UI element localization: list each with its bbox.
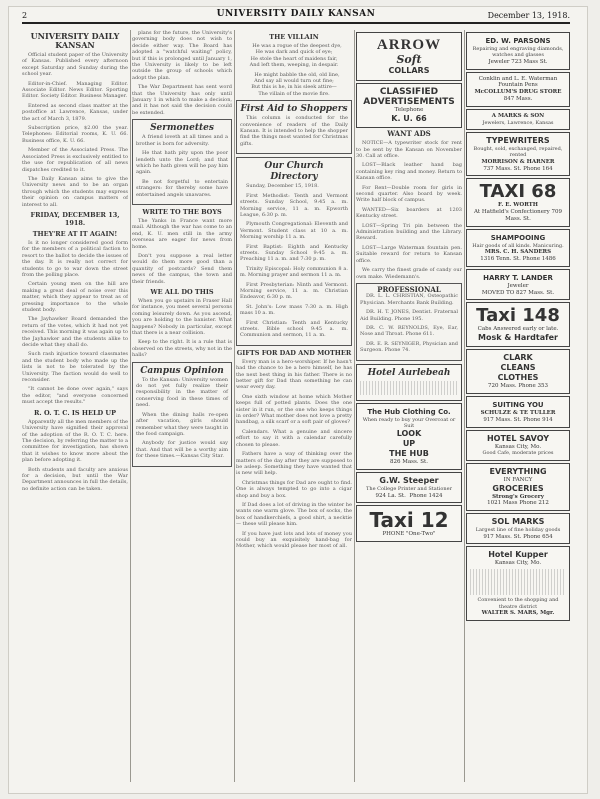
hub-the-hub: THE HUB: [389, 449, 429, 459]
headline-gifts-dad-mother: GIFTS FOR DAD AND MOTHER: [236, 348, 352, 357]
lander-ad: [466, 269, 570, 301]
arrow-collars: COLLARS: [388, 66, 430, 75]
telephone-label: Telephone: [394, 107, 424, 113]
suiting-heading: SUITING YOU: [492, 400, 544, 409]
kupper-ad: Hotel Kupper Kansas City, Mo. Convenient to the shopping and theatre district WALTER S. MARS, Mgr.: [466, 546, 570, 620]
steeper-phone: Phone 1424: [409, 492, 443, 499]
savoy-ad: HOTEL SAVOY Kansas City, Mo. Good Cafe, moderate prices: [466, 430, 570, 461]
lander-name: HARRY T. LANDER: [483, 273, 553, 282]
campus-opinion-heading: Campus Opinion: [140, 365, 224, 376]
poem-the-villain: THE VILLAIN He was a rogue of the deepest dye, He was dark and quick of eye; He stole the heart of maidens fair, And left them, weeping, in despair. He might babble the old, old line, And say all would turn out fine; But this is he, in his sleek attire— The villain of the movie fire.: [236, 33, 352, 97]
headline-rotc-held-up: R. O. T. C. IS HELD UP: [34, 408, 116, 417]
campus-opinion-box: Campus Opinion To the Kansan: University women do not yet fully realize their responsibility in the matter of conserving food in these times of need. When the dining halls re-open after vacation, girls should remember what they were taught in the food campaign. Anybody for justice would say that. And that will be a worthy aim for these times.—Kansas City Star.: [132, 362, 232, 467]
sanders-name: MRS. C. H. SANDERS: [484, 249, 552, 256]
classified-header: [356, 83, 462, 128]
taxi-148-ad: [466, 302, 570, 347]
taxi-68-address: At Hatfield's Confectionery 709 Mass. St.: [474, 209, 562, 222]
sermonettes-box: Sermonettes A friend loveth at all times and a brother is born for adversity. He that hath pity upon the poor lendeth unto the Lord; and that which he hath given will he pay him again. Be not forgetful to entertain strangers: for thereby some have entertained angels unawares.: [132, 119, 232, 205]
staff-box: Official student paper of the University of Kansas. Published every afternoon except Saturday and Sunday during the school year. Editor-in-Chief. Managing Editor. Associate Editor. News Editor. Sporting Editor. Society Editor. Business Manager. Entered as second class matter at the postoffice at Lawrence, Kansas, under the act of March 3, 1879. Subscription price, $2.00 the year. Telephones: Editorial rooms, K. U. 66. Business office, K. U. 66. Member of the Associated Press. The Associated Press is exclusively entitled to the use for republication of all news dispatches credited to it. The Daily Kansan aims to give the University news and to be an organ through which the students may express their opinion on campus matters of interest to all.: [22, 52, 128, 208]
clark-line-3: CLOTHES: [497, 373, 539, 383]
poem-title: THE VILLAIN: [269, 33, 319, 41]
savoy-name: HOTEL SAVOY: [486, 433, 550, 443]
taxi-148: Taxi 148: [476, 305, 560, 327]
typewriters-heading: TYPEWRITERS: [486, 136, 550, 145]
hub-clothing-ad: The Hub Clothing Co. When ready to buy your Overcoat or Suit LOOK UP THE HUB 826 Mass. St.: [356, 403, 462, 471]
parsons-name: ED. W. PARSONS: [485, 37, 551, 45]
professional-box: PROFESSIONAL DR. L. L. CHRISTIAN, Osteopathic Physician. Merchants Bank Building. DR. H. T. JONES, Dentist. Fraternal Aid Building. Phone 195. DR. C. W. REYNOLDS, Eye, Ear, Nose and Throat. Phone 611. DR. E. R. SEYNIGER, Physician and Surgeon. Phone 74.: [356, 283, 462, 361]
hotel-name: Hotel Aurlebeah: [367, 367, 451, 378]
clark-phone: 720 Mass. Phone 353: [488, 383, 548, 390]
masthead: [22, 8, 570, 24]
taxi-68-ad: [466, 178, 570, 226]
lander-sub: Jeweler: [507, 282, 529, 289]
clark-line-2: CLEANS: [500, 363, 536, 373]
first-aid-box: First Aid to Shoppers This column is conducted for the convenience of readers of the Daily Kansan. It is intended to help the shopper find the things most wanted for Christmas gifts.: [236, 100, 352, 154]
column-classified: [356, 30, 462, 782]
first-aid-heading: First Aid to Shoppers: [240, 104, 348, 115]
hub-address: 826 Mass. St.: [389, 459, 429, 466]
article-text: Is it no longer considered good form for the members of a political faction to resort to the ballot to decide the issues of the day. It is really not correct for students to go to war down the street from the polling place. Certain young men on the hill are making a great deal of noise over this matter, which they appear to treat as of pressing importance to the whole student body. The Jayhawker Board demanded the return of the votes, which it had not yet received. This morning it was again up to the Jayhawker and the students alike to decide what they shall do. Such rash injustice toward classmates and the student body who made up the lists is not to be tolerated by the University. The faction would do well to reconsider. "It cannot be done over again," says the editor, "and everyone concerned must accept the results.": [22, 239, 128, 406]
mccollum-name: McCOLLUM'S DRUG STORE: [474, 89, 562, 96]
savoy-sub: Kansas City, Mo.: [494, 443, 542, 450]
strong-grocery-ad: [466, 463, 570, 511]
masthead-date: December 13, 1918.: [487, 11, 570, 20]
article-text: plans for the future, the University's governing body does not wish to decide either way. The Board has adopted a "watchful waiting" policy, but if this is prolonged until January 1, the University is likely to be left outside the group of schools which adopt the plan. The War Department has sent word that the University has only until January 1 in which to make a decision, and it has not said the decision could be extended.: [132, 30, 232, 116]
want-ads: WANT ADS NOTICE—A typewriter stock for rent to be sent by the Kansan on November 30. Call at office. LOST—Black leather hand bag containing key ring and money. Return to Kansan office. For Rent—Double room for girls in second quarter. Also board by week. Write half block of campus. WANTED—Six boarders at 1203 Kentucky street. LOST—Spring Tri pin between the Administration building and the Library. Reward. LOST—Large Waterman fountain pen. Suitable reward for return to Kansan office. We carry the finest grade of candy our own make. Wiedemann's.: [356, 128, 462, 280]
page-number: 2: [22, 11, 28, 20]
classified-telephone: K. U. 66: [391, 113, 427, 123]
headline-write-to-the-boys: WRITE TO THE BOYS: [142, 207, 222, 216]
column-rule: [354, 30, 355, 782]
sol-marks-name: SOL MARKS: [491, 517, 545, 527]
schulze-address: 917 Mass. St. Phone 914: [483, 416, 553, 423]
column-rule: [234, 30, 235, 782]
professional-heading: PROFESSIONAL: [377, 284, 441, 294]
clark-ad: [466, 349, 570, 394]
church-directory-heading: Our Church Directory: [264, 161, 324, 183]
groceries-heading: GROCERIES: [492, 483, 544, 493]
lander-address: MOVED TO 827 Mass. St.: [481, 289, 555, 296]
sol-marks-address: 917 Mass. St. Phone 654: [483, 533, 553, 540]
headline-we-all-do-this: WE ALL DO THIS: [150, 288, 214, 296]
morrison-address: 737 Mass. St. Phone 164: [483, 165, 553, 172]
taxi-12-ad: [356, 505, 462, 542]
steeper-name: G.W. Steeper: [379, 476, 439, 486]
mccollum-address: 847 Mass.: [503, 96, 533, 102]
marks-name: A MARKS & SON: [491, 112, 545, 119]
schulze-ad: [466, 396, 570, 428]
column-editorial: [22, 30, 128, 782]
sol-marks-ad: SOL MARKS Largest line of fine holiday goods 917 Mass. St. Phone 654: [466, 513, 570, 544]
parsons-ad: ED. W. PARSONS Repairing and engraving diamonds, watches and glasses Jeweler 723 Mass St.: [466, 32, 570, 70]
morrison-name: MORRISON & HARNER: [481, 158, 555, 165]
clark-line-1: CLARK: [503, 353, 533, 363]
taxi-68-owner: F. E. WORTH: [498, 202, 538, 209]
church-directory-box: Our Church Directory Sunday, December 15, 1918. First Methodist: Tenth and Vermont streets. Sunday School, 9:45 a. m. Morning service, 11 a. m. Epworth League, 6:30 p. m. Plymouth Congregational: Eleventh and Vermont. Student class at 10 a. m. Morning worship 11 a. m. First Baptist: Eighth and Kentucky streets. Sunday School 9:45 a. m. Preaching 11 a. m. and 7:30 p. m. Trinity Episcopal: Holy communion 8 a. m. Morning prayer and sermon 11 a. m. First Presbyterian: Ninth and Vermont. Morning service, 11 a. m. Christian Endeavor, 6:30 p. m. St. John's: Low mass 7:30 a. m. High mass 10 a. m. First Christian: Tenth and Kentucky streets. Bible school 9:45 a. m. Communion and sermon, 11 a. m.: [236, 157, 352, 346]
date-line: FRIDAY, DECEMBER 13, 1918.: [30, 210, 120, 227]
column-features: [132, 30, 232, 782]
kupper-name: Hotel Kupper: [488, 550, 548, 560]
hub-name: The Hub Clothing Co.: [367, 407, 451, 416]
hotel-ad: [356, 364, 462, 401]
article-text: Apparently all the men members of the University have signified their approval of the adoption of the R. O. T. C. here. The decision, by referring the matter to a committee for investigation, has shown that it wishes to know more about the plan before adopting it. Both students and faculty are anxious for a decision, but until the War Department announces in full the details, no definite action can be taken.: [22, 418, 128, 492]
hub-up: UP: [402, 439, 416, 449]
strong-address: 1021 Mass Phone 212: [487, 500, 549, 507]
taxi-68: TAXI 68: [479, 181, 557, 203]
taxi-148-firm: Mosk & Hardtafer: [478, 333, 558, 343]
conklin-pens: Conklin and L. E. Waterman Fountain Pens: [478, 75, 558, 89]
kupper-manager: WALTER S. MARS, Mgr.: [481, 609, 555, 616]
mccollum-ad: [466, 72, 570, 107]
classified-heading: CLASSIFIED ADVERTISEMENTS: [363, 87, 455, 107]
headline-theyre-at-it-again: THEY'RE AT IT AGAIN!: [32, 229, 118, 238]
masthead-title: UNIVERSITY DAILY KANSAN: [216, 9, 376, 19]
shampooing-ad: SHAMPOOING Hair goods of all kinds. Manicuring. MRS. C. H. SANDERS 1316 Tenn. St. Phone 1486: [466, 229, 570, 267]
hub-look: LOOK: [396, 429, 422, 439]
arrow-soft: Soft: [396, 53, 422, 66]
parsons-address: Jeweler 723 Mass St.: [488, 58, 548, 65]
column-rule: [130, 30, 131, 782]
taxi-12-phone: PHONE "One-Two": [382, 531, 436, 538]
steeper-ad: G.W. Steeper The College Printer and Stationer 924 La. St. Phone 1424: [356, 472, 462, 503]
taxi-148-sub: Cabs Answered early or late.: [477, 326, 559, 333]
nameplate: UNIVERSITY DAILY KANSAN: [30, 31, 120, 50]
arrow-brand: ARROW: [376, 37, 442, 53]
sanders-address: 1316 Tenn. St. Phone 1486: [480, 256, 556, 262]
arrow-collars-ad: [356, 32, 462, 81]
steeper-address: 924 La. St.: [375, 492, 406, 499]
column-advertising: [466, 30, 570, 782]
in-fancy: IN FANCY: [503, 476, 533, 483]
column-rule: [464, 30, 465, 782]
sermonettes-heading: Sermonettes: [150, 123, 214, 134]
column-shopping: [236, 30, 352, 782]
article-text: The Yanks in France want more mail. Although the war has come to an end, K. U. men still in the army overseas are eager for news from home. Don't you suppose a real letter would do them more good than a quantity of postcards? Send them news of the campus, the town and their friends.: [132, 217, 232, 285]
strong-name: Strong's Grocery: [492, 493, 544, 500]
shampooing-heading: SHAMPOOING: [490, 233, 546, 242]
marks-ad: A MARKS & SON Jewelers, Lawrence, Kansas: [466, 109, 570, 130]
article-text: Every man is a hero-worshiper. If he hasn't had the chance to be a hero himself, he has the next best thing in his father. There is no better gift for Dad than something he can wear every day. One sixth window at home which Mother keeps full of potted plants. Does the one sister in it run, or the one who keeps things in order? What mother does not love a pretty handbag, a silk scarf or a soft pair of gloves? Calendars. What a genuine and sincere effort to say it with a calendar carefully chosen to please. Fathers have a way of thinking over the matters of the day after they are supposed to be asleep. Something they have wanted that is new will help. Christmas things for Dad are ought to find. One is always tempted to go into a cigar shop and buy a box. If Dad does a lot of driving in the winter he wants one warm glove. The box of socks, the box of handkerchiefs, a good shirt, a necktie — these will please him. If you have just lots and lots of money you could buy an exquisitely hand-bag for Mother, which would please her most of all.: [236, 358, 352, 550]
kupper-sub: Kansas City, Mo.: [494, 560, 542, 567]
schulze-name: SCHULZE & TE TULLER: [480, 409, 556, 416]
article-text: When you go upstairs in Fraser Hall for instance, you meet several persons coming leisurely down. As you ascend, you are holding to the banister. What happens? Nobody in particular, except that there is a near collision. Keep to the right. It is a rule that is observed on the streets, why not in the halls?: [132, 298, 232, 359]
typewriters-ad: TYPEWRITERS Bought, sold, exchanged, repaired, rented MORRISON & HARNER 737 Mass. St. Phone 164: [466, 132, 570, 176]
taxi-12: Taxi 12: [369, 508, 449, 533]
want-ads-heading: WANT ADS: [387, 128, 431, 138]
everything-heading: EVERYTHING: [489, 466, 547, 476]
